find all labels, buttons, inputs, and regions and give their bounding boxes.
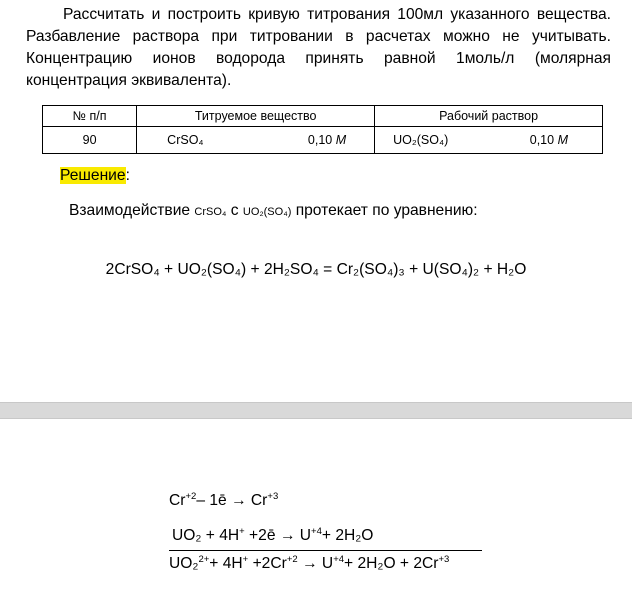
interaction-substance-2: UO₂(SO₄) [242,206,292,218]
sum-rule-line [169,550,482,551]
half-reaction-reduction: UO₂ + 4H+ +2ē → $U^{+4}+ 2H_2O$ [172,526,374,544]
table-row [43,127,603,154]
header-titrated-substance: Титруемое вещество [137,106,375,127]
task-line-1: Рассчитать и построить кривую титрования 100мл указанного вещества. [63,6,611,23]
page-break-divider [0,402,632,419]
solution-heading [60,165,130,187]
task-line-4: концентрация эквивалента). [26,72,232,89]
working-name: UO₂(SO₄) [393,133,449,147]
reaction-equation: 2CrSO₄ + UO₂(SO₄) + 2H₂SO₄ = Cr₂(SO₄)₃ + U(SO₄)₂ + H₂O [105,261,527,278]
interaction-prefix: Взаимодействие [69,202,195,219]
task-line-2: Разбавление раствора при титровании в расчетах можно не учитывать. [26,28,611,45]
task-line-3: Концентрацию ионов водорода принять равной 1моль/л (молярная [26,50,611,67]
interaction-suffix: протекает по уравнению: [291,202,478,219]
interaction-substance-1: CrSO₄ [194,206,227,218]
solution-label: Решение [60,167,126,184]
solution-colon: : [125,167,130,184]
interaction-with: с [226,202,243,219]
cell-titrated [137,127,375,154]
header-working-solution: Рабочий раствор [375,106,603,127]
variant-table [42,105,603,154]
titrated-name: CrSO₄ [167,133,204,147]
task-paragraph [26,4,611,92]
titrated-concentration: 0,10 [307,133,333,147]
half-reaction-oxidation: $Cr^{+2}-$ 1ē → $Cr^{+3}$ [169,491,279,509]
working-unit: М [557,133,568,147]
half-reaction-sum: $UO_2^{2+}+ 4H^+ +2Cr^{+2} \to U^{+4}+ 2H_2O + 2Cr^{+3}$ [169,554,450,572]
interaction-sentence [69,200,478,223]
header-number: № п/п [43,106,137,127]
titrated-unit: М [335,133,347,147]
cell-working [375,127,603,154]
table-header-row [43,106,603,127]
working-concentration: 0,10 [529,133,555,147]
cell-number: 90 [43,127,137,154]
